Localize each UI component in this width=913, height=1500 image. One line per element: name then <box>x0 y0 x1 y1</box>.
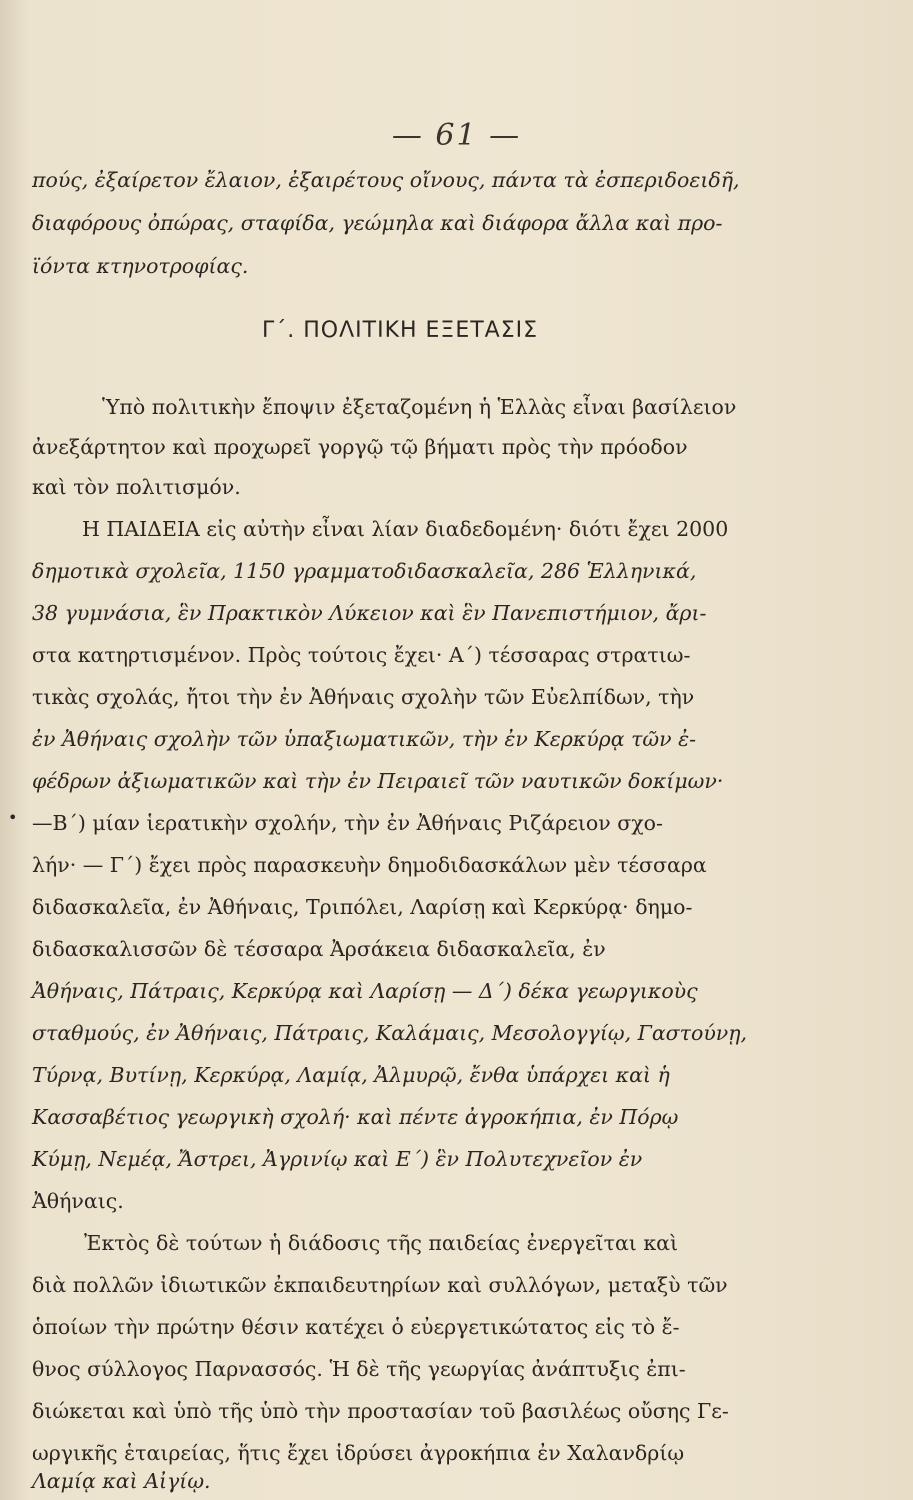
text-line: Λαμίᾳ καὶ Αἰγίῳ. <box>32 1469 211 1493</box>
text-line: φέδρων ἀξιωματικῶν καὶ τὴν ἐν Πειραιεῖ τῶν ναυτικῶν δοκίμων· <box>32 769 724 793</box>
text-line: διδασκαλεῖα, ἐν Ἀθήναις, Τριπόλει, Λαρίσῃ καὶ Κερκύρᾳ· δημο- <box>32 895 693 919</box>
text-line: ωργικῆς ἑταιρείας, ἥτις ἔχει ἱδρύσει ἀγροκήπια ἐν Χαλανδρίῳ <box>32 1441 685 1465</box>
text-line: διώκεται καὶ ὑπὸ τῆς ὑπὸ τὴν προστασίαν τοῦ βασιλέως οὔσης Γε- <box>32 1399 729 1423</box>
text-line: σταθμούς, ἐν Ἀθήναις, Πάτραις, Καλάμαις, Μεσολογγίῳ, Γαστούνῃ, <box>32 1021 748 1045</box>
text-line: ὁποίων τὴν πρώτην θέσιν κατέχει ὁ εὐεργετικώτατος εἰς τὸ ἔ- <box>32 1315 680 1339</box>
text-line: διδασκαλισσῶν δὲ τέσσαρα Ἀρσάκεια διδασκαλεῖα, ἐν <box>32 937 606 961</box>
page-number: — 61 — <box>391 118 522 153</box>
text-line: πούς, ἐξαίρετον ἔλαιον, ἐξαιρέτους οἴνους, πάντα τὰ ἐσπεριδοειδῆ, <box>32 168 740 192</box>
text-line: 38 γυμνάσια, ἓν Πρακτικὸν Λύκειον καὶ ἓν Πανεπιστήμιον, ἄρι- <box>32 601 707 625</box>
text-line: Ἐκτὸς δὲ τούτων ἡ διάδοσις τῆς παιδείας ἐνεργεῖται καὶ <box>84 1231 679 1255</box>
text-line: Ἀθήναις, Πάτραις, Κερκύρᾳ καὶ Λαρίσῃ — Δ΄) δέκα γεωργικοὺς <box>32 979 698 1003</box>
text-line: Κασσαβέτιος γεωργικὴ σχολή· καὶ πέντε ἀγροκήπια, ἐν Πόρῳ <box>32 1105 679 1129</box>
text-line: ϊόντα κτηνοτροφίας. <box>32 254 249 278</box>
text-line: διαφόρους ὀπώρας, σταφίδα, γεώμηλα καὶ διάφορα ἄλλα καὶ προ- <box>32 211 723 235</box>
text-line: τικὰς σχολάς, ἤτοι τὴν ἐν Ἀθήναις σχολὴν τῶν Εὐελπίδων, τὴν <box>32 685 695 709</box>
section-heading: Γ΄. ΠΟΛΙΤΙΚΗ ΕΞΕΤΑΣΙΣ <box>262 318 539 343</box>
text-line: Κύμῃ, Νεμέᾳ, Ἄστρει, Ἀγρινίῳ καὶ Ε΄) ἓν Πολυτεχνεῖον ἐν <box>32 1147 643 1171</box>
margin-bullet: • <box>8 808 18 827</box>
text-line: Τύρνᾳ, Βυτίνῃ, Κερκύρᾳ, Λαμίᾳ, Ἀλμυρῷ, ἔνθα ὑπάρχει καὶ ἡ <box>32 1063 670 1087</box>
text-line: στα κατηρτισμένον. Πρὸς τούτοις ἔχει· Α΄) τέσσαρας στρατιω- <box>32 643 691 667</box>
text-line: ἐν Ἀθήναις σχολὴν τῶν ὑπαξιωματικῶν, τὴν ἐν Κερκύρᾳ τῶν ἐ- <box>32 727 697 751</box>
text-line: λήν· — Γ΄) ἔχει πρὸς παρασκευὴν δημοδιδασκάλων μὲν τέσσαρα <box>32 853 707 877</box>
text-line: δημοτικὰ σχολεῖα, 1150 γραμματοδιδασκαλεῖα, 286 Ἑλληνικά, <box>32 559 697 583</box>
text-line: διὰ πολλῶν ἰδιωτικῶν ἐκπαιδευτηρίων καὶ συλλόγων, μεταξὺ τῶν <box>32 1273 728 1297</box>
text-line: —Β΄) μίαν ἱερατικὴν σχολήν, τὴν ἐν Ἀθήναις Ριζάρειον σχο- <box>32 811 663 835</box>
text-line: Ὑπὸ πολιτικὴν ἔποψιν ἐξεταζομένη ἡ Ἑλλὰς εἶναι βασίλειον <box>102 395 737 419</box>
text-line: θνος σύλλογος Παρνασσός. Ἡ δὲ τῆς γεωργίας ἀνάπτυξις ἐπι- <box>32 1357 686 1381</box>
text-line: Η ΠΑΙΔΕΙΑ εἰς αὐτὴν εἶναι λίαν διαδεδομένη· διότι ἔχει 2000 <box>82 517 729 541</box>
text-line: Ἀθήναις. <box>32 1189 124 1213</box>
text-line: ἀνεξάρτητον καὶ προχωρεῖ γοργῷ τῷ βήματι πρὸς τὴν πρόοδον <box>32 435 688 459</box>
text-line: καὶ τὸν πολιτισμόν. <box>32 475 241 499</box>
